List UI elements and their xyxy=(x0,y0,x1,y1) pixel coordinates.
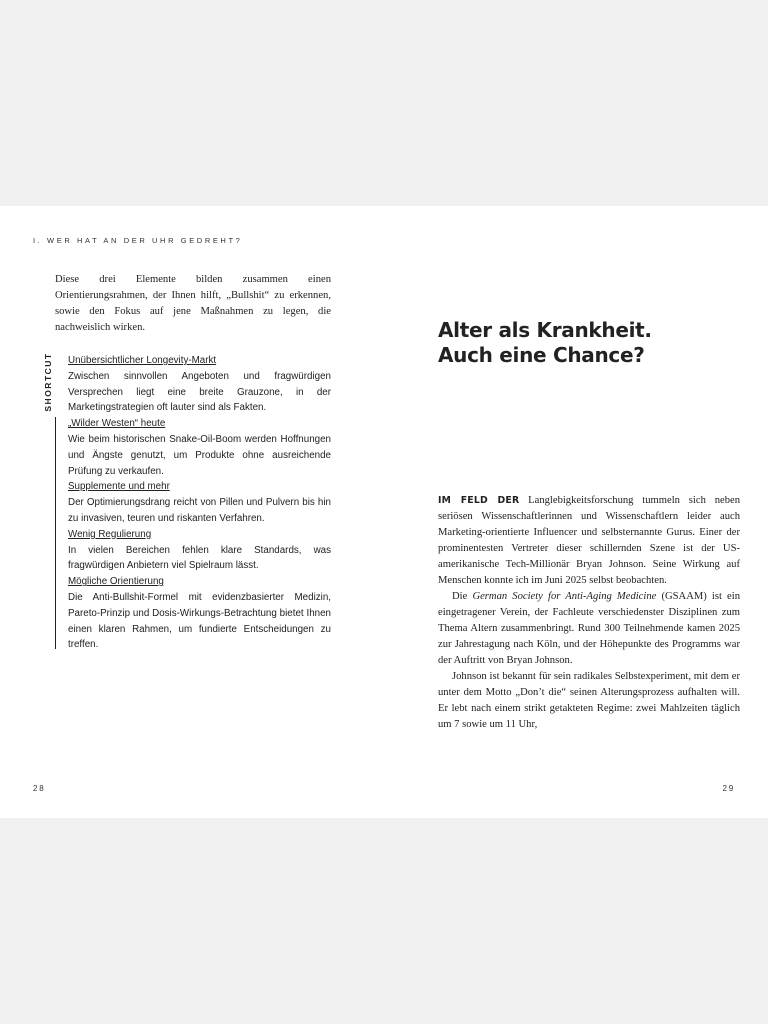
shortcut-label-text: SHORTCUT xyxy=(43,352,53,412)
chapter-title-line-2: Auch eine Chance? xyxy=(438,343,645,367)
page-number-right: 29 xyxy=(722,784,735,793)
lead-in: IM FELD DER xyxy=(438,495,520,506)
body-paragraph-1 xyxy=(438,493,740,589)
shortcut-item-text: In vielen Bereichen fehlen klare Standards, was fragwürdigen Anbietern viel Spielraum lässt. xyxy=(68,544,331,572)
running-head: I. WER HAT AN DER UHR GEDREHT? xyxy=(33,236,243,245)
society-name: German Society for Anti-Aging Medicine xyxy=(472,591,657,602)
body-paragraph-2-text: (GSAAM) ist ein eingetragener Verein, der Fachleute verschiedenster Disziplinen zum Thema Altern zusammenbringt. Rund 300 Teilnehmende kamen 2025 zur Jahrestagung nach Köln, und der Höhepunkte des Programms war der Auftritt von Bryan Johnson. xyxy=(438,591,741,666)
page-number-left: 28 xyxy=(33,784,46,793)
body-paragraph-1-text: Langlebigkeitsforschung tummeln sich neben seriösen Wissenschaftlerinnen und Wissenschaftlern leider auch Marketing-orientierte Influencer und selbsternannte Gurus. Einer der prominentesten Vertreter dieser schillernden Szene ist der US-amerikanische Tech-Millionär Bryan Johnson. Seine Wirkung auf Menschen konnte ich im Juni 2025 selbst beobachten. xyxy=(438,495,740,586)
chapter-title xyxy=(438,318,738,368)
shortcut-item xyxy=(68,574,331,653)
shortcut-item xyxy=(68,479,331,526)
intro-paragraph-block xyxy=(55,272,331,336)
body-text xyxy=(438,493,740,733)
shortcut-item-text: Die Anti-Bullshit-Formel mit evidenzbasierter Medizin, Pareto-Prinzip und Dosis-Wirkungs-Betrachtung bietet Ihnen einen klaren Rahmen, um fundierte Entscheidungen zu treffen. xyxy=(68,591,331,651)
body-paragraph-2 xyxy=(438,589,740,669)
chapter-title-line-1: Alter als Krankheit. xyxy=(438,318,652,342)
shortcut-item xyxy=(68,416,331,479)
shortcut-item xyxy=(68,353,331,416)
body-paragraph-2-start: Die xyxy=(452,591,473,602)
shortcut-item-text: Zwischen sinnvollen Angeboten und fragwürdigen Versprechen liegt eine breite Grauzone, in der Marketingstrategien oft lauter sind als Fakten. xyxy=(68,370,331,414)
shortcut-item-text: Wie beim historischen Snake-Oil-Boom werden Hoffnungen und Ängste genutzt, um Produkte ohne ausreichende Prüfung zu verkaufen. xyxy=(68,433,331,477)
shortcut-item-title: Mögliche Orientierung xyxy=(68,576,164,588)
body-paragraph-3: Johnson ist bekannt für sein radikales Selbstexperiment, mit dem er unter dem Motto „Don’t die“ seinen Alterungsprozess aufhalten will. Er lebt nach einem strikt getakteten Regime: zwei Mahlzeiten täglich um 7 sowie um 11 Uhr, xyxy=(438,671,740,730)
shortcut-label xyxy=(42,353,54,411)
shortcut-item xyxy=(68,527,331,574)
shortcut-item-title: Supplemente und mehr xyxy=(68,481,170,493)
intro-paragraph: Diese drei Elemente bilden zusammen einen Orientierungsrahmen, der Ihnen hilft, „Bullshit“ zu erkennen, sowie den Fokus auf jene Maßnahmen zu legen, die nachweislich wirken. xyxy=(55,274,331,333)
shortcut-item-title: Unübersichtlicher Longevity-Markt xyxy=(68,355,217,366)
shortcut-item-text: Der Optimierungsdrang reicht von Pillen und Pulvern bis hin zu invasiven, teuren und riskanten Verfahren. xyxy=(68,497,331,524)
shortcut-box xyxy=(68,353,331,653)
shortcut-item-title: „Wilder Westen“ heute xyxy=(68,418,166,430)
shortcut-vertical-rule xyxy=(55,417,56,649)
shortcut-item-title: Wenig Regulierung xyxy=(68,528,152,540)
